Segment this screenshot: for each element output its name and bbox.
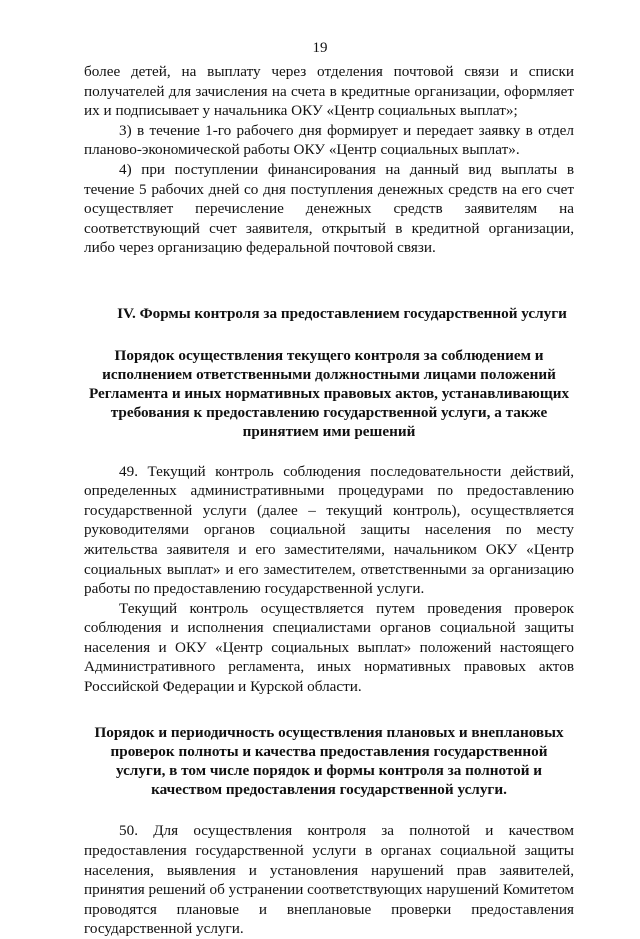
paragraph-item-3: 3) в течение 1-го рабочего дня формирует и передает заявку в отдел планово-экономической работы ОКУ «Центр социальных выплат».: [84, 121, 574, 159]
paragraph-49: 49. Текущий контроль соблюдения последовательности действий, определенных административными процедурами по предоставлению государственной услуги (далее – текущий контроль), осуществляется руководителями органов социальной защиты населения по месту жительства заявителя и его заместителями, начальником ОКУ «Центр социальных выплат» и его заместителем, ответственными за организацию работы по предоставлению государственной услуги.: [84, 462, 574, 598]
paragraph-50: 50. Для осуществления контроля за полнотой и качеством предоставления государственной услуги в органах социальной защиты населения, выявления и установления нарушений прав заявителей, принятия решений об устранении соответствующих нарушений Комитетом проводятся плановые и внеплановые проверки предоставления государственной услуги.: [84, 822, 574, 938]
paragraph-continuation: более детей, на выплату через отделения почтовой связи и списки получателей для зачисления на счета в кредитные организации, оформляет их и подписывает у начальника ОКУ «Центр социальных выплат»;: [84, 63, 574, 120]
paragraph-current-control: Текущий контроль осуществляется путем проведения проверок соблюдения и исполнения специалистами органов социальной защиты населения и ОКУ «Центр социальных выплат» положений настоящего Административного регламента, иных нормативных правовых актов Российской Федерации и Курской области.: [84, 599, 574, 696]
section-title: IV. Формы контроля за предоставлением государственной услуги: [117, 304, 567, 322]
paragraph-item-4: 4) при поступлении финансирования на данный вид выплаты в течение 5 рабочих дней со дня поступления денежных средств на его счет осуществляет перечисление денежных средств заявителям на соответствующий счет заявителя, открытый в кредитной организации, либо через организацию федеральной почтовой связи.: [84, 160, 574, 257]
document-body: [84, 62, 574, 939]
subheading-inspections: Порядок и периодичность осуществления плановых и внеплановых проверок полноты и качества предоставления государственной услуги, в том числе порядок и формы контроля за полнотой и качеством предоставления государственной услуги.: [94, 723, 564, 799]
subheading-current-control: Порядок осуществления текущего контроля за соблюдением и исполнением ответственными должностными лицами положений Регламента и иных нормативных правовых актов, устанавливающих требования к предоставлению государственной услуги, а также принятием ими решений: [88, 346, 570, 441]
page-number: 19: [312, 40, 328, 56]
